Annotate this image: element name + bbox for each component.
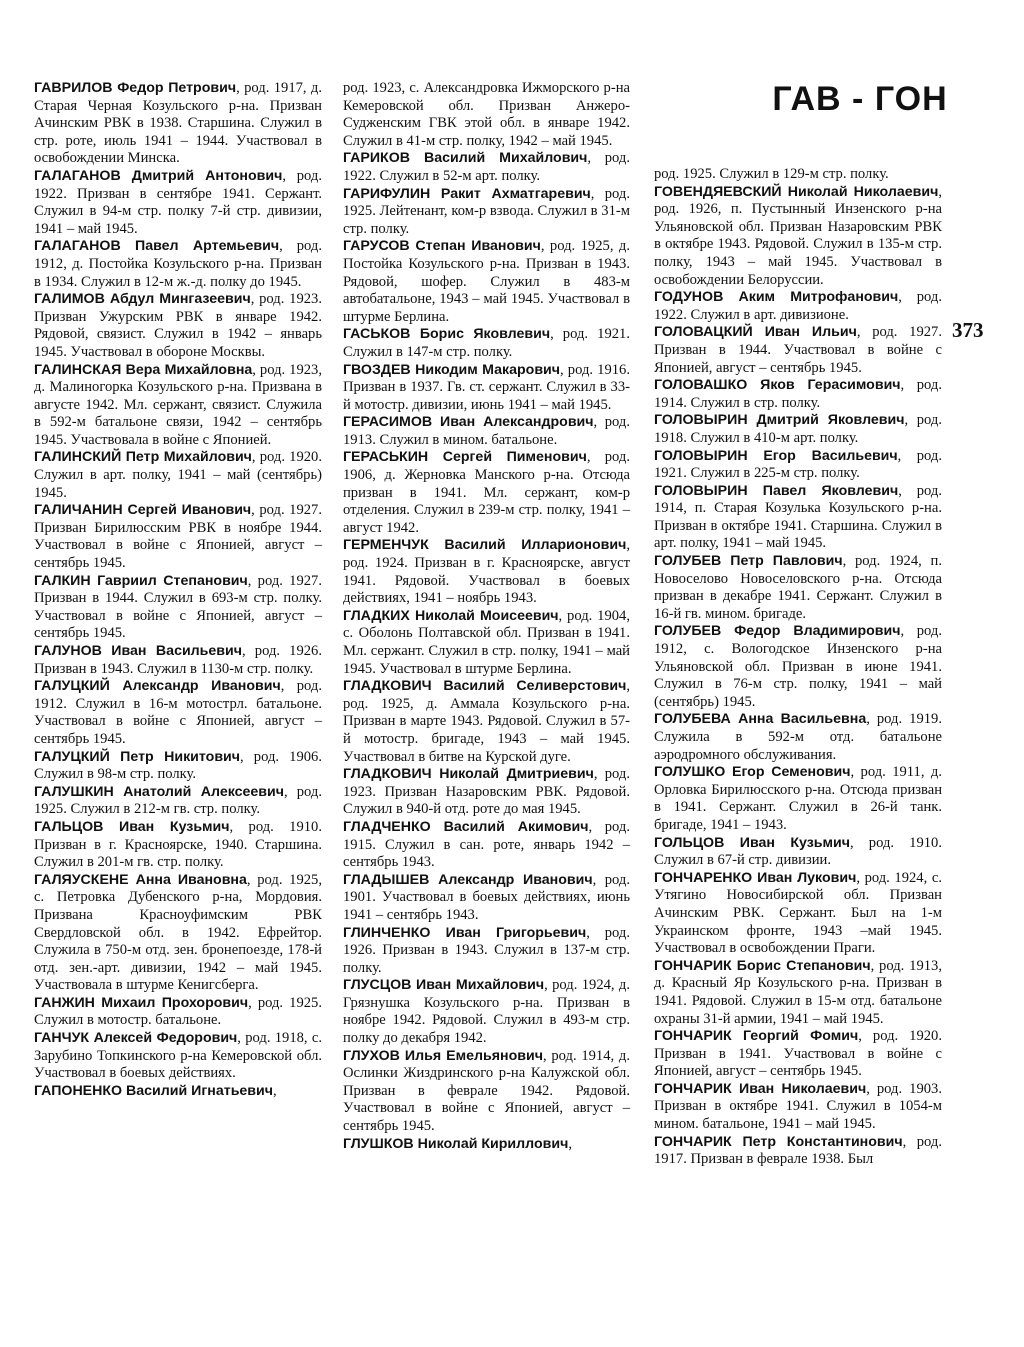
entry-name: ГОЛОВЫРИН Дмитрий Яковлевич bbox=[654, 412, 905, 429]
entry-text: , род. 1922. Служил в 52-м арт. полку. bbox=[343, 150, 630, 184]
entry-name: ГАЛУЦКИЙ Петр Никитович bbox=[34, 748, 241, 765]
entry-name: ГАЛАГАНОВ Павел Артемьевич bbox=[34, 238, 280, 255]
entry bbox=[654, 1081, 942, 1134]
entry bbox=[34, 995, 322, 1030]
entry-name: ГОЛУБЕВА Анна Васильевна bbox=[654, 711, 867, 728]
entry bbox=[654, 1134, 942, 1169]
entry-name: ГОНЧАРИК Иван Николаевич bbox=[654, 1080, 867, 1097]
entry-text: , род. 1924, д. Грязнушка Козульского р-на. Призван в ноябре 1942. Рядовой. Служил в 493-м стр. полку до декабря 1942. bbox=[343, 977, 630, 1047]
entry-name: ГАЛУНОВ Иван Васильевич bbox=[34, 643, 242, 659]
entry-text: , род. 1927. Призван в 1944. Участвовал в войне с Японией, август – сентябрь 1945. bbox=[654, 324, 942, 376]
entry-text: , род. 1920. Служил в арт. полку, 1941 – май (сентябрь) 1945. bbox=[34, 449, 322, 501]
entry bbox=[654, 412, 942, 447]
page-number: 373 bbox=[952, 318, 984, 342]
entry-name: ГАНЧУК Алексей Федорович bbox=[34, 1030, 238, 1047]
entry-text: , род. 1916. Призван в 1937. Гв. ст. сержант. Служил в 33-й мотостр. дивизии, июнь 1941 – май 1945. bbox=[343, 361, 630, 413]
entry bbox=[343, 80, 630, 150]
column-2 bbox=[343, 80, 630, 1153]
entry bbox=[654, 184, 942, 290]
entry-name: ГАЛЯУСКЕНЕ Анна Ивановна bbox=[34, 871, 247, 888]
entry-name: ГОДУНОВ Аким Митрофанович bbox=[654, 289, 899, 306]
entry-text: , род. 1925, д. Постойка Козульского р-на. Призван в 1943. Рядовой, шофер. Служил в 483-м автобатальоне, 1943 – май 1945. Участвовал в штурме Берлина. bbox=[343, 238, 630, 325]
entry bbox=[343, 678, 630, 766]
entry-text: , род. 1923, д. Малиногорка Козульского р-на. Призвана в августе 1942. Мл. сержант, связист. Служила в 592-м батальоне связи, 1942 – сентябрь 1945. Участвовала в войне с Японией. bbox=[34, 361, 323, 448]
entry bbox=[343, 449, 630, 537]
entry-text: , род. 1926, п. Пустынный Инзенского р-на Ульяновской обл. Призван Назаровским РВК в октябре 1943. Рядовой. Служил в 135-м стр. полку, 1943 – май 1945. Участвовал в освобождении Белоруссии. bbox=[654, 183, 942, 288]
entry-text: , род. 1912, с. Вологодское Инзенского р-на Ульяновской обл. Призван в июне 1941. Служил в 76-м стр. полку, 1941 – май (сентябрь) 1945. bbox=[654, 623, 942, 710]
entry-name: ГАЛУЦКИЙ Александр Иванович bbox=[34, 678, 281, 695]
entry bbox=[654, 448, 942, 483]
entry-name: ГОЛОВЫРИН Павел Яковлевич bbox=[654, 482, 899, 499]
entry bbox=[34, 678, 322, 748]
entry-name: ГАРУСОВ Степан Иванович bbox=[343, 238, 541, 255]
entry-text: , род. 1927. Призван Бирилюсским РВК в ноябре 1944. Участвовал в войне с Японией, август – сентябрь 1945. bbox=[34, 502, 322, 572]
entry bbox=[343, 872, 630, 925]
entry bbox=[34, 784, 322, 819]
entry-name: ГЕРМЕНЧУК Василий Илларионович bbox=[343, 537, 627, 554]
entry-text: , род. 1917, д. Старая Черная Козульского р-на. Призван Ачинским РВК в 1938. Старшина. Служил в стр. роте, июль 1941 – 1944. Участвовал в освобождении Минска. bbox=[34, 80, 323, 167]
entry-text: , bbox=[272, 1082, 277, 1099]
entry-name: ГОЛУШКО Егор Семенович bbox=[654, 764, 851, 781]
entry-name: ГАРИКОВ Василий Михайлович bbox=[343, 150, 588, 167]
entry-name: ГЛУСЦОВ Иван Михайлович bbox=[343, 977, 545, 994]
column-3 bbox=[654, 166, 942, 1169]
entry-name: ГОНЧАРЕНКО Иван Лукович bbox=[654, 869, 857, 886]
entry bbox=[343, 414, 630, 449]
entry bbox=[34, 1030, 322, 1083]
entry-name: ГЛУШКОВ Николай Кириллович bbox=[343, 1135, 569, 1152]
entry-text: , род. 1920. Призван в 1941. Участвовал в войне с Японией, август – сентябрь 1945. bbox=[654, 1028, 942, 1080]
entry bbox=[654, 166, 942, 184]
entry-text: , род. 1918, с. Зарубино Топкинского р-на Кемеровской обл. Участвовал в боевых действиях. bbox=[34, 1030, 322, 1082]
entry bbox=[34, 291, 322, 361]
entry bbox=[654, 958, 942, 1028]
entry bbox=[343, 537, 630, 607]
entry bbox=[654, 835, 942, 870]
entry-name: ГАЛИНСКИЙ Петр Михайлович bbox=[34, 449, 252, 466]
entry-name: ГЛАДЧЕНКО Василий Акимович bbox=[343, 818, 589, 835]
entry-name: ГЛУХОВ Илья Емельянович bbox=[343, 1047, 543, 1064]
entry bbox=[34, 819, 322, 872]
entry bbox=[654, 289, 942, 324]
entry-name: ГЛАДКИХ Николай Моисеевич bbox=[343, 607, 559, 624]
entry-text: , род. 1919. Служила в 592-м отд. батальоне аэродромного обслуживания. bbox=[654, 711, 942, 763]
entry-text: , род. 1914, д. Ослинки Жиздринского р-на Калужской обл. Призван в феврале 1942. Рядовой. Участвовал в войне с Японией, август – сентябрь 1945. bbox=[343, 1047, 631, 1135]
entry bbox=[343, 238, 630, 326]
entry bbox=[343, 1048, 630, 1136]
entry bbox=[343, 150, 630, 185]
entry bbox=[343, 925, 630, 978]
entry-text: , род. 1926. Призван в 1943. Служил в 137-м стр. полку. bbox=[343, 924, 631, 976]
entry-name: ГОЛОВАШКО Яков Герасимович bbox=[654, 377, 901, 394]
entry-name: ГОЛУБЕВ Петр Павлович bbox=[654, 553, 843, 570]
entry bbox=[34, 749, 322, 784]
entry-name: ГЛИНЧЕНКО Иван Григорьевич bbox=[343, 924, 587, 941]
entry-text: , род. 1925, с. Петровка Дубенского р-на, Мордовия. Призвана Красноуфимским РВК Свердловской обл. в 1942. Ефрейтор. Служила в 750-м отд. зен. бронепоезде, 178-й отд. зен.-арт. дивизии, 1942 – май 1945. Участвовала в штурме Кенигсберга. bbox=[34, 871, 322, 994]
entry-text: род. 1923, с. Александровка Ижморского р-на Кемеровской обл. Призван Анжеро-Судженским ГВК этой обл. в январе 1942. Служил в 41-м стр. полку, 1942 – май 1945. bbox=[343, 80, 630, 149]
entry-name: ГОЛЬЦОВ Иван Кузьмич bbox=[654, 834, 850, 851]
entry-name: ГОЛУБЕВ Федор Владимирович bbox=[654, 623, 901, 640]
entry-text: , род. 1923. Призван Ужурским РВК в январе 1942. Рядовой, связист. Служил в 1942 – январь 1945. Участвовал в обороне Москвы. bbox=[34, 291, 322, 360]
entry-name: ГАЛЬЦОВ Иван Кузьмич bbox=[34, 818, 230, 835]
entry-name: ГЕРАСЬКИН Сергей Пименович bbox=[343, 449, 587, 466]
entry-name: ГОНЧАРИК Георгий Фомич bbox=[654, 1028, 859, 1045]
entry-text: , род. 1925, д. Аммала Козульского р-на. Призван в марте 1943. Рядовой. Служил в 57-й мотостр. бригаде, 1943 – май 1945. Участвовал в битве на Курской дуге. bbox=[343, 678, 630, 765]
entry-text: , род. 1924, п. Новоселово Новоселовского р-на. Отсюда призван в декабре 1941. Сержант. Служил в 16-й гв. мином. бригаде. bbox=[654, 553, 942, 622]
entry-text: , род. 1925. Служил в мотостр. батальоне. bbox=[34, 994, 322, 1029]
entry-name: ГОНЧАРИК Петр Константинович bbox=[654, 1133, 903, 1150]
entry bbox=[654, 870, 942, 958]
entry bbox=[654, 1028, 942, 1081]
entry-name: ГЛАДКОВИЧ Василий Селиверстович bbox=[343, 678, 627, 695]
entry bbox=[34, 502, 322, 572]
entry-text: , род. 1918. Служил в 410-м арт. полку. bbox=[654, 412, 942, 446]
entry bbox=[654, 711, 942, 764]
entry-text: , род. 1913, д. Красный Яр Козульского р-на. Призван в 1941. Рядовой. Служил в 15-м отд. батальоне охраны 31-й армии, 1941 – май 1945. bbox=[654, 957, 942, 1027]
entry-text: , род. 1911, д. Орловка Бирилюсского р-на. Отсюда призван в 1941. Сержант. Служил в 26-й танк. бригаде, 1941 – 1943. bbox=[654, 764, 942, 833]
entry-text: , род. 1912. Служил в 16-м мотострл. батальоне. Участвовал в войне с Японией, август – сентябрь 1945. bbox=[34, 678, 322, 747]
entry-text: , род. 1926. Призван в 1943. Служил в 1130-м стр. полку. bbox=[34, 643, 322, 677]
entry-text: , род. 1901. Участвовал в боевых действиях, июнь 1941 – сентябрь 1943. bbox=[343, 871, 630, 923]
entry bbox=[343, 977, 630, 1047]
entry-text: , род. 1915. Служил в сан. роте, январь 1942 – сентябрь 1943. bbox=[343, 818, 630, 871]
entry bbox=[654, 377, 942, 412]
entry bbox=[34, 168, 322, 238]
entry bbox=[34, 1083, 322, 1101]
entry-text: , род. 1906, д. Жерновка Манского р-на. Отсюда призван в 1941. Мл. сержант, ком-р отделения. Служил в 239-м стр. полку, 1941 – август 1942. bbox=[343, 449, 630, 536]
entry bbox=[34, 872, 322, 995]
entry-name: ГАСЬКОВ Борис Яковлевич bbox=[343, 326, 551, 343]
entry-text: , род. 1903. Призван в октябре 1941. Служил в 1054-м мином. батальоне, 1941 – май 1945. bbox=[654, 1080, 942, 1133]
entry-text: , род. 1906. Служил в 98-м стр. полку. bbox=[34, 748, 322, 783]
entry-text: , род. 1927. Призван в 1944. Служил в 693-м стр. полку. Участвовал в войне с Японией, август – сентябрь 1945. bbox=[34, 572, 322, 642]
entry bbox=[34, 362, 322, 450]
entry bbox=[343, 766, 630, 819]
entry bbox=[654, 623, 942, 711]
entry-name: ГАЛКИН Гавриил Степанович bbox=[34, 572, 248, 589]
entry-text: , род. 1922. Призван в сентябре 1941. Сержант. Служил в 94-м стр. полку 7-й стр. дивизии, 1941 – май 1945. bbox=[34, 167, 322, 237]
entry bbox=[654, 553, 942, 623]
entry-name: ГАЛИМОВ Абдул Мингазеевич bbox=[34, 291, 251, 308]
entry-text: , род. 1910. Призван в г. Красноярске, 1940. Старшина. Служил в 201-м гв. стр. полку. bbox=[34, 818, 322, 871]
entry-text: , bbox=[568, 1135, 572, 1152]
entry bbox=[343, 362, 630, 415]
entry-name: ГОЛОВАЦКИЙ Иван Ильич bbox=[654, 324, 857, 341]
entry-text: , род. 1922. Служил в арт. дивизионе. bbox=[654, 289, 943, 323]
column-1 bbox=[34, 80, 322, 1100]
entry-name: ГЕРАСИМОВ Иван Александрович bbox=[343, 414, 594, 431]
entry bbox=[343, 1136, 630, 1154]
entry-name: ГОНЧАРИК Борис Степанович bbox=[654, 957, 871, 974]
entry bbox=[343, 186, 630, 239]
entry-text: , род. 1921. Служил в 147-м стр. полку. bbox=[343, 326, 630, 360]
entry bbox=[654, 764, 942, 834]
entry-text: , род. 1917. Призван в феврале 1938. Был bbox=[654, 1133, 942, 1168]
entry bbox=[343, 326, 630, 361]
entry-name: ГАПОНЕНКО Василий Игнатьевич bbox=[34, 1082, 273, 1099]
entry bbox=[343, 819, 630, 872]
entry-text: , род. 1914, п. Старая Козулька Козульского р-на. Призван в октябре 1941. Старшина. Служил в арт. полку, 1941 – май 1945. bbox=[654, 482, 943, 552]
entry-text: , род. 1914. Служил в стр. полку. bbox=[654, 377, 942, 411]
entry-text: , род. 1910. Служил в 67-й стр. дивизии. bbox=[654, 834, 942, 869]
entry-name: ГЛАДЫШЕВ Александр Иванович bbox=[343, 871, 593, 888]
entry-name: ГАРИФУЛИН Ракит Ахматгаревич bbox=[343, 185, 591, 202]
entry-name: ГЛАДКОВИЧ Николай Дмитриевич bbox=[343, 766, 594, 783]
entry-name: ГАЛИЧАНИН Сергей Иванович bbox=[34, 502, 252, 519]
entry-text: , род. 1921. Служил в 225-м стр. полку. bbox=[654, 447, 942, 482]
entry bbox=[34, 238, 322, 291]
entry-name: ГОЛОВЫРИН Егор Васильевич bbox=[654, 447, 898, 464]
entry-text: , род. 1925. Лейтенант, ком-р взвода. Служил в 31-м стр. полку. bbox=[343, 185, 630, 237]
entry-text: , род. 1904, с. Оболонь Полтавской обл. Призван в 1941. Мл. сержант. Служил в стр. полку, 1941 – май 1945. Участвовал в штурме Берлина. bbox=[343, 607, 631, 677]
entry-text: , род. 1925. Служил в 212-м гв. стр. полку. bbox=[34, 783, 322, 818]
entry-name: ГАВРИЛОВ Федор Петрович bbox=[34, 80, 237, 96]
entry-text: род. 1925. Служил в 129-м стр. полку. bbox=[654, 166, 889, 182]
entry-text: , род. 1924, с. Утягино Новосибирской обл. Призван Ачинским РВК. Сержант. Был на 1-м Украинском фронте, 1943 –май 1945. Участвовал в освобождении Праги. bbox=[654, 869, 942, 957]
entry bbox=[343, 608, 630, 678]
entry bbox=[34, 80, 322, 168]
page-title: ГАВ - ГОН bbox=[772, 80, 948, 118]
entry bbox=[34, 643, 322, 678]
entry-text: , род. 1913. Служил в мином. батальоне. bbox=[343, 414, 630, 448]
entry-text: , род. 1924. Призван в г. Красноярске, август 1941. Рядовой. Участвовал в боевых действиях, 1941 – ноябрь 1943. bbox=[343, 537, 630, 607]
entry-name: ГВОЗДЕВ Никодим Макарович bbox=[343, 361, 560, 378]
entry bbox=[34, 449, 322, 502]
entry-name: ГОВЕНДЯЕВСКИЙ Николай Николаевич bbox=[654, 183, 939, 200]
entry-name: ГАЛАГАНОВ Дмитрий Антонович bbox=[34, 167, 283, 184]
entry-text: , род. 1923. Призван Назаровским РВК. Рядовой. Служил в 940-й отд. роте до мая 1945. bbox=[343, 766, 630, 818]
entry-name: ГАЛУШКИН Анатолий Алексеевич bbox=[34, 783, 284, 800]
entry-text: , род. 1912, д. Постойка Козульского р-на. Призван в 1934. Служил в 12-м ж.-д. полку до 1945. bbox=[34, 238, 323, 290]
entry bbox=[34, 573, 322, 643]
entry bbox=[654, 324, 942, 377]
entry-name: ГАЛИНСКАЯ Вера Михайловна bbox=[34, 361, 253, 378]
entry bbox=[654, 483, 942, 553]
entry-name: ГАНЖИН Михаил Прохорович bbox=[34, 994, 249, 1011]
